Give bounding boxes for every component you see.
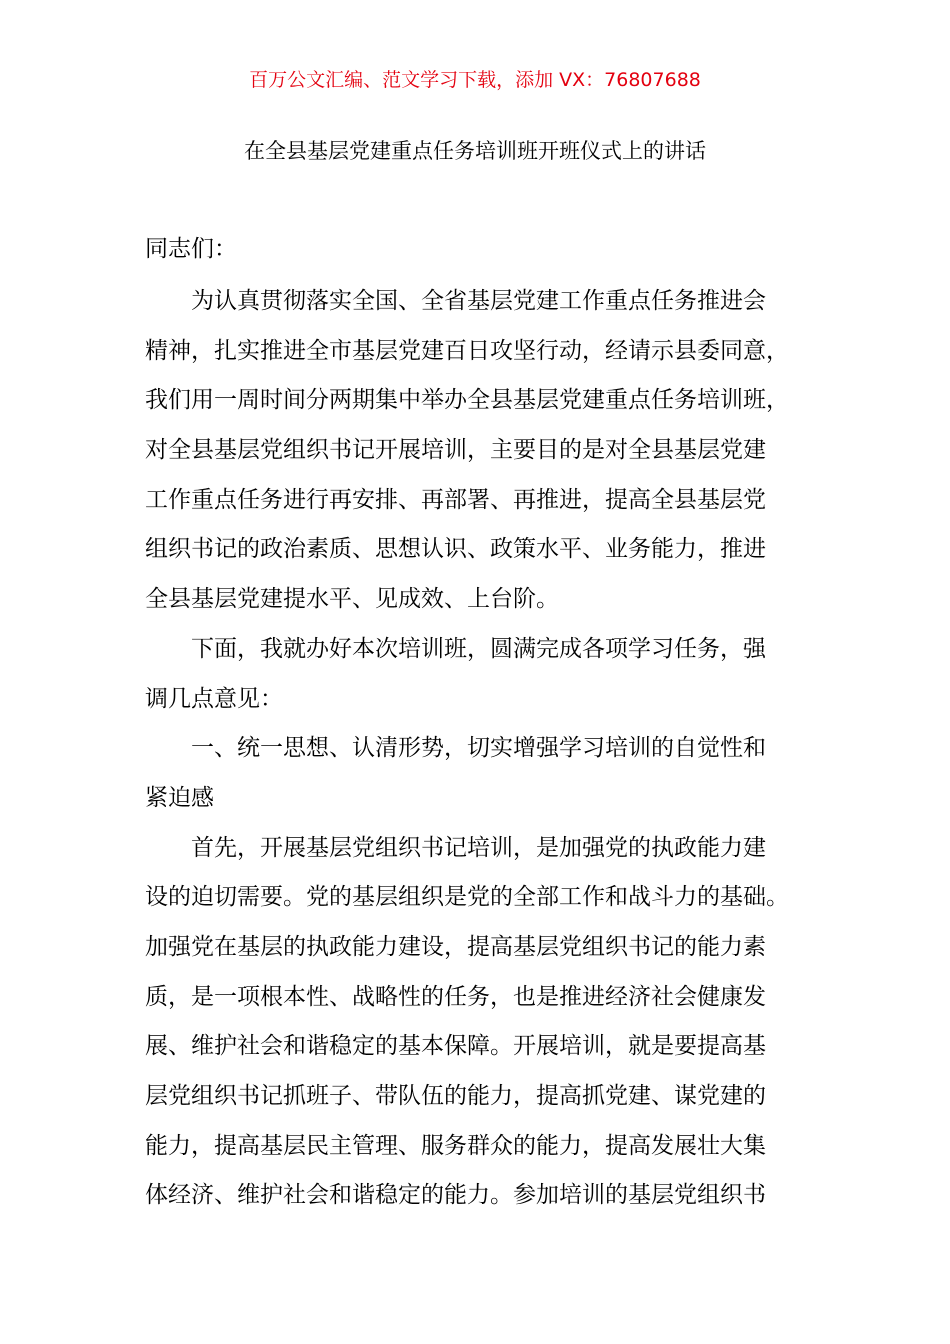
paragraph-line: 质，是一项根本性、战略性的任务，也是推进经济社会健康发 <box>145 983 766 1010</box>
paragraph-line: 为认真贯彻落实全国、全省基层党建工作重点任务推进会 <box>191 288 766 314</box>
paragraph-line: 精神，扎实推进全市基层党建百日攻坚行动，经请示县委同意， <box>145 337 789 364</box>
paragraph-line: 设的迫切需要。党的基层组织是党的全部工作和战斗力的基础。 <box>145 884 789 911</box>
paragraph-line: 调几点意见： <box>145 685 283 712</box>
paragraph-line: 下面，我就办好本次培训班，圆满完成各项学习任务，强 <box>191 635 766 662</box>
document-title: 在全县基层党建重点任务培训班开班仪式上的讲话 <box>244 139 706 163</box>
paragraph-line: 对全县基层党组织书记开展培训，主要目的是对全县基层党建 <box>145 437 766 464</box>
header-note: 百万公文汇编、范文学习下载，添加 VX：76807688 <box>249 69 701 91</box>
paragraph-line: 层党组织书记抓班子、带队伍的能力，提高抓党建、谋党建的 <box>145 1083 766 1109</box>
paragraph-line: 工作重点任务进行再安排、再部署、再推进，提高全县基层党 <box>145 486 766 513</box>
paragraph-line: 加强党在基层的执政能力建设，提高基层党组织书记的能力素 <box>145 933 766 960</box>
paragraph-line: 我们用一周时间分两期集中举办全县基层党建重点任务培训班， <box>145 387 789 414</box>
paragraph-line: 能力，提高基层民主管理、服务群众的能力，提高发展壮大集 <box>145 1132 766 1159</box>
paragraph-line: 首先，开展基层党组织书记培训，是加强党的执政能力建 <box>191 834 766 861</box>
section-heading-line: 一、统一思想、认清形势，切实增强学习培训的自觉性和 <box>191 735 766 762</box>
paragraph-line: 展、维护社会和谐稳定的基本保障。开展培训，就是要提高基 <box>145 1033 766 1060</box>
paragraph-line: 组织书记的政治素质、思想认识、政策水平、业务能力，推进 <box>145 536 766 563</box>
document-body <box>145 277 825 1221</box>
paragraph-line: 体经济、维护社会和谐稳定的能力。参加培训的基层党组织书 <box>145 1182 766 1209</box>
section-heading-line: 紧迫感 <box>145 784 214 811</box>
paragraph-line: 全县基层党建提水平、见成效、上台阶。 <box>145 586 559 613</box>
salutation: 同志们： <box>145 236 237 262</box>
